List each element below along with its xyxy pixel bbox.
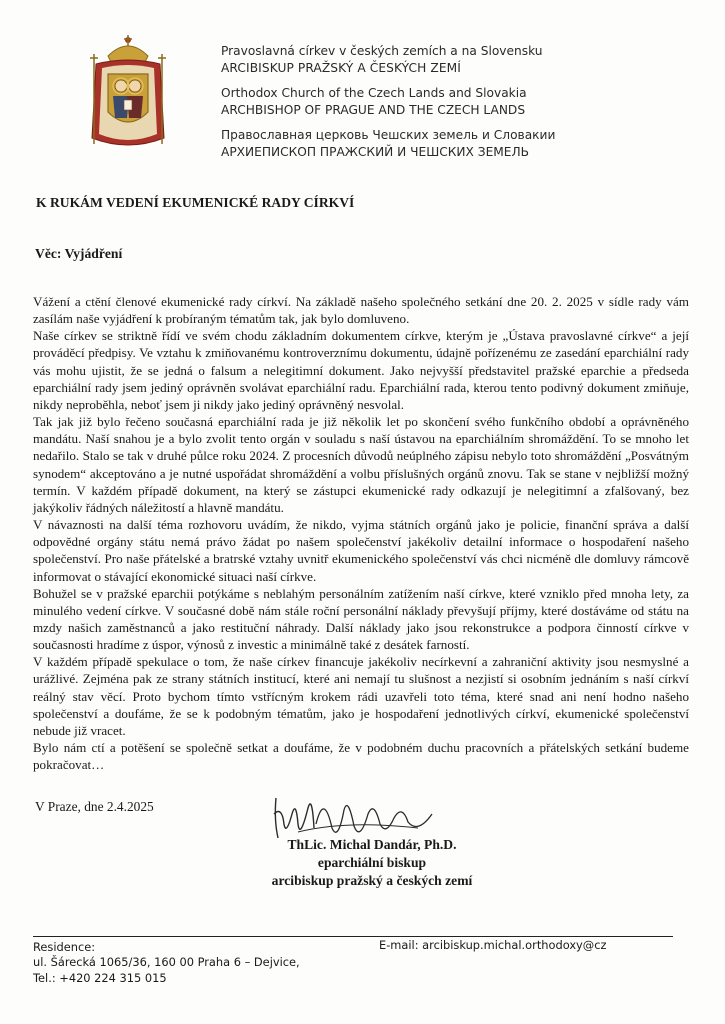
letter-heading: K RUKÁM VEDENÍ EKUMENICKÉ RADY CÍRKVÍ bbox=[36, 195, 355, 210]
residence-address: ul. Šárecká 1065/36, 160 00 Praha 6 – Dejvice, bbox=[33, 955, 300, 970]
footer-divider bbox=[33, 936, 673, 937]
signatory-role: eparchiální biskup bbox=[317, 855, 427, 871]
body-paragraph: Bylo nám ctí a potěšení se společně setkat a doufáme, že v podobném duchu pracovních a přátelských setkání budeme pokračovat… bbox=[33, 740, 689, 773]
signatory-title: arcibiskup pražský a českých zemí bbox=[271, 873, 473, 889]
place-and-date: V Praze, dne 2.4.2025 bbox=[35, 799, 154, 814]
church-emblem-logo bbox=[84, 34, 172, 154]
letter-body bbox=[33, 293, 689, 773]
signatory-name: ThLic. Michal Dandár, Ph.D. bbox=[287, 837, 457, 852]
body-paragraph: V návaznosti na další téma rozhovoru uvádím, že nikdo, vyjma státních orgánů jako je policie, finanční správa a další odpovědné orgány státu nemá právo žádat po našem společenství jakékoliv detailní informace o hospodaření našeho společenství. Pro naše přátelské a bratrské vztahy uvnitř ekumenického společenství vás chci nicméně dle domluvy rámcově informovat o stávající ekonomické situaci naší církve. bbox=[33, 517, 689, 584]
letterhead-czech-title: ARCIBISKUP PRAŽSKÝ A ČESKÝCH ZEMÍ bbox=[221, 61, 461, 75]
body-paragraph: V každém případě spekulace o tom, že naše církev financuje jakékoliv necírkevní a zahraniční aktivity jsou nesmyslné a urážlivé. Zejména pak ze strany státních institucí, které ani nemají tu slušnost a nezjistí si osobním jednáním s naší církví reálný stav věcí. Proto bychom tímto vstřícným krokem rádi uzavřeli toto téma, které snad ani není hodno našeho společenství a doufáme, že se k podobným tématům, jako je hospodaření jednotlivých církví, ekumenické společenství nebude již vracet. bbox=[33, 654, 689, 738]
body-paragraph: Vážení a ctění členové ekumenické rady církví. Na základě našeho společného setkání dne 20. 2. 2025 v sídle rady vám zasílám naše vyjádření k probíraným tématům tak, jak bylo domluveno. bbox=[33, 294, 689, 327]
letterhead-russian-name: Православная церковь Чешских земель и Словакии bbox=[221, 128, 556, 142]
body-paragraph: Bohužel se v pražské eparchii potýkáme s neblahým personálním zatížením naší církve, které vzniklo před mnoha lety, za minulého vedení církve. V současné době nám stále roční personální náklady převyšují příjmy, které dostáváme od státu na mzdy našich zaměstnanců a jako restituční náhrady. Další náklady jako jsou rekonstrukce a podpora činností církve v současnosti hradíme z úspor, výnosů z investic a minimálně také z desátek farností. bbox=[33, 585, 689, 653]
footer-address-block bbox=[33, 940, 300, 986]
letter-subject: Věc: Vyjádření bbox=[35, 246, 123, 261]
body-paragraph: Naše církev se striktně řídí ve svém chodu základním dokumentem církve, kterým je „Ústava pravoslavné církve“ a její prováděcí předpisy. Ve vztahu k zmiňovanému kontroverznímu dokumentu, údajně pořízenému ze zasedání eparchiální rady vás mohu ujistit, že se jedná o falsum a nelegitimní dokument. Jako nejvyšší představitel pražské eparchie a předseda eparchiální rady jsem jediný oprávněn svolávat eparchiální radu. Eparchiální rada, kterou tento podivný dokument zmiňuje, nikdy neproběhla, neboť jsem ji nikdy jako jediný oprávněný nesvolal. bbox=[33, 328, 689, 412]
letterhead-russian-title: АРХИЕПИСКОП ПРАЖСКИЙ И ЧЕШСКИХ ЗЕМЕЛЬ bbox=[221, 145, 530, 159]
footer-email: E-mail: arcibiskup.michal.orthodoxy@cz bbox=[379, 938, 607, 952]
residence-phone: Tel.: +420 224 315 015 bbox=[33, 970, 167, 985]
letterhead-english-title: ARCHBISHOP OF PRAGUE AND THE CZECH LANDS bbox=[221, 103, 526, 117]
body-paragraph: Tak jak již bylo řečeno současná eparchiální rada je již několik let po skončení svého funkčního období a oprávněného mandátu. Naší snahou je a bylo zvolit tento orgán v souladu s naší ústavou na eparchiálním shromáždění. To se mnoho let nedařilo. Stalo se tak v druhé půlce roku 2024. Z procesních důvodů neúplného zápisu nebylo toto shromáždění „Posvátným synodem“ akceptováno a je nutné uspořádat shromáždění a volbu příslušných orgánů znovu. Tak se stane v nejbližší možný termín. V každém případě dokument, na který se zástupci ekumenické rady odkazují je nelegitimní a zfalšovaný, bez jakýkoliv řádných náležitostí a hlavně mandátu. bbox=[33, 414, 689, 515]
residence-label: Residence: bbox=[33, 940, 96, 954]
letterhead-czech-name: Pravoslavná církev v českých zemích a na Slovensku bbox=[221, 44, 543, 58]
letterhead-english-name: Orthodox Church of the Czech Lands and Slovakia bbox=[221, 86, 527, 100]
signatory-block bbox=[254, 836, 490, 891]
